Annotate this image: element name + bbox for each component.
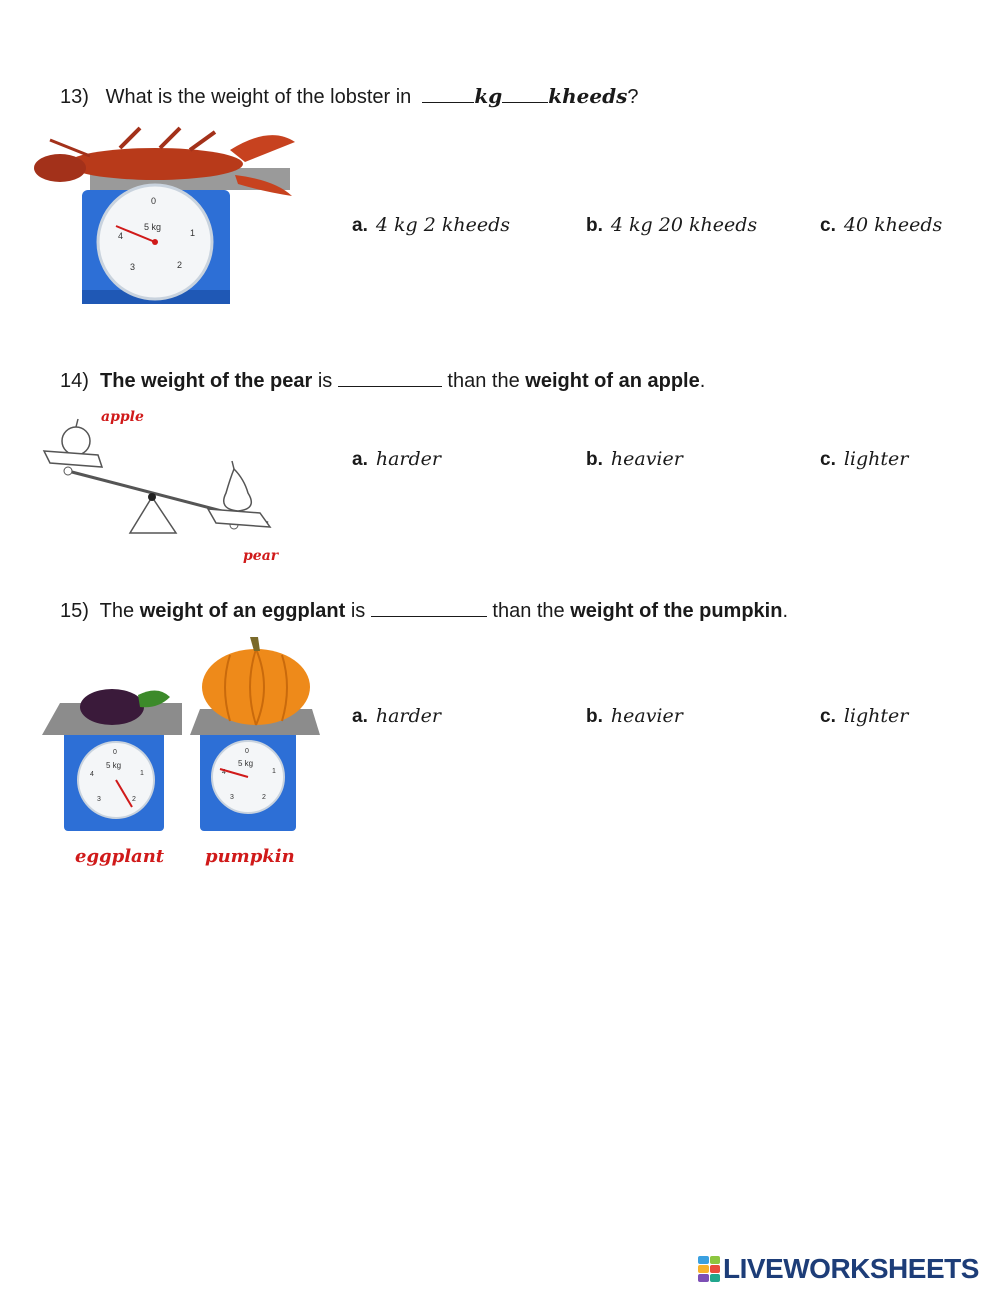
- option-a[interactable]: a. harder: [352, 448, 441, 470]
- answer-blank[interactable]: [371, 600, 487, 617]
- question-number: 14): [60, 370, 89, 392]
- option-c[interactable]: c. lighter: [820, 448, 909, 470]
- question-15-text: 15) The weight of an eggplant is than the weight of the pumpkin.: [60, 600, 789, 622]
- dial-label: 5 kg: [144, 222, 162, 232]
- liveworksheets-logo[interactable]: [698, 1254, 979, 1284]
- apple-icon: [62, 419, 90, 455]
- eggplant-label: eggplant: [75, 846, 165, 867]
- dial-number: 0: [151, 196, 157, 206]
- svg-text:4: 4: [222, 769, 226, 776]
- option-c[interactable]: c. lighter: [820, 705, 909, 727]
- question-number: 15): [60, 600, 89, 622]
- question-13-text: 13) What is the weight of the lobster in kg kheeds?: [60, 84, 639, 108]
- dial-number: 1: [190, 228, 196, 238]
- svg-text:2: 2: [262, 794, 266, 801]
- svg-text:5 kg: 5 kg: [106, 761, 122, 770]
- unit-kg: kg: [474, 84, 503, 108]
- svg-text:2: 2: [132, 796, 136, 803]
- svg-text:4: 4: [90, 771, 94, 778]
- lobster-scale-figure: [30, 120, 305, 310]
- svg-text:0: 0: [245, 748, 249, 755]
- svg-text:3: 3: [97, 796, 101, 803]
- answer-blank-kheeds[interactable]: [502, 86, 548, 103]
- pumpkin-label: pumpkin: [205, 846, 295, 867]
- pear-label: pear: [243, 548, 279, 564]
- dial-number: 3: [130, 262, 136, 272]
- eggplant-pumpkin-figure: [40, 635, 320, 835]
- option-b[interactable]: b. heavier: [586, 448, 683, 470]
- fulcrum: [130, 497, 176, 533]
- logo-text: LIVEWORKSHEETS: [723, 1253, 979, 1284]
- seesaw-figure: [38, 405, 298, 570]
- answer-blank[interactable]: [338, 370, 442, 387]
- answer-blank-kg[interactable]: [422, 86, 474, 103]
- logo-mark-icon: [698, 1256, 720, 1282]
- svg-text:5 kg: 5 kg: [238, 759, 254, 768]
- pumpkin-icon: [202, 637, 310, 725]
- option-a[interactable]: a. harder: [352, 705, 441, 727]
- option-a[interactable]: a. 4 kg 2 kheeds: [352, 214, 510, 236]
- question-prompt: What is the weight of the lobster in: [105, 86, 412, 108]
- unit-kheeds: kheeds: [548, 84, 628, 108]
- question-number: 13): [60, 86, 89, 108]
- svg-text:3: 3: [230, 794, 234, 801]
- svg-text:1: 1: [272, 768, 276, 775]
- apple-label: apple: [101, 409, 144, 425]
- option-b[interactable]: b. 4 kg 20 kheeds: [586, 214, 758, 236]
- dial-number: 2: [177, 260, 183, 270]
- option-b[interactable]: b. heavier: [586, 705, 683, 727]
- pumpkin-scale: [190, 709, 320, 831]
- svg-text:0: 0: [113, 749, 117, 756]
- option-c[interactable]: c. 40 kheeds: [820, 214, 943, 236]
- pear-icon: [224, 461, 252, 511]
- dial-number: 4: [118, 231, 124, 241]
- question-14-text: 14) The weight of the pear is than the weight of an apple.: [60, 370, 706, 392]
- svg-text:1: 1: [140, 770, 144, 777]
